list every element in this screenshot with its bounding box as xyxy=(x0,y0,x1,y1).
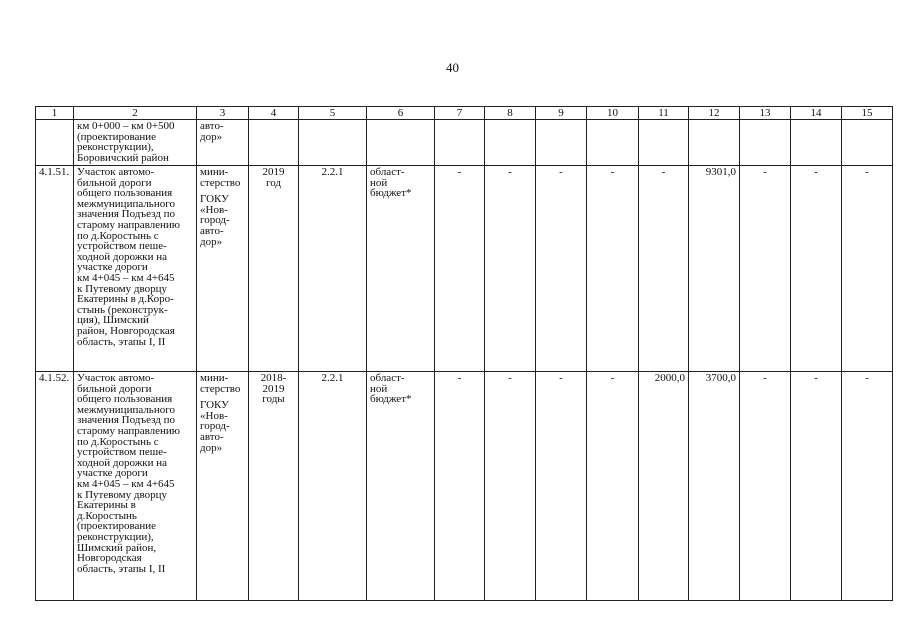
value-cell-11: 2000,0 xyxy=(639,372,689,601)
description-line: к Путевому дворцу xyxy=(77,282,167,295)
executor-line: стерство xyxy=(200,176,241,189)
description-line: общего пользования xyxy=(77,393,173,406)
table-body xyxy=(36,107,893,601)
executor-line: авто- xyxy=(200,430,224,443)
description-line: бильной дороги xyxy=(77,382,152,395)
description-line: ходной дорожки на xyxy=(77,250,168,263)
description-line: Новгородская xyxy=(77,552,142,565)
value-cell-12 xyxy=(689,120,740,166)
column-header-4: 4 xyxy=(249,107,299,120)
value-cell-14: - xyxy=(791,166,842,372)
funding-source-line: ной xyxy=(370,382,388,395)
value-cell-7 xyxy=(435,120,485,166)
description-line: старому направлению xyxy=(77,218,181,231)
description-line: участке дороги xyxy=(77,467,148,480)
value-cell-8: - xyxy=(485,166,536,372)
funding-source-line: ной xyxy=(370,176,388,189)
funding-source-line: област- xyxy=(370,166,405,178)
years-line: 2018- xyxy=(260,372,287,384)
description-line: ция), Шимский xyxy=(77,314,149,327)
executor-line: авто- xyxy=(200,120,224,132)
value-cell-11 xyxy=(639,120,689,166)
description-line: участке дороги xyxy=(77,261,148,274)
column-header-10: 10 xyxy=(587,107,639,120)
column-header-2: 2 xyxy=(74,107,197,120)
header-row xyxy=(36,107,893,120)
column-header-5: 5 xyxy=(299,107,367,120)
value-cell-8: - xyxy=(485,372,536,601)
value-cell-7: - xyxy=(435,166,485,372)
value-cell-13 xyxy=(740,120,791,166)
description-line: область, этапы I, II xyxy=(77,562,166,575)
years-line: 2019 xyxy=(262,166,285,178)
column-header-9: 9 xyxy=(536,107,587,120)
description-line: Участок автомо- xyxy=(77,166,155,178)
description-line: ходной дорожки на xyxy=(77,456,168,469)
description-line: значения Подъезд по xyxy=(77,414,175,427)
description-cell xyxy=(74,166,197,372)
executor-line: дор» xyxy=(200,235,223,248)
years-cell xyxy=(249,120,299,166)
executor-line: «Нов- xyxy=(200,409,228,422)
executor-line: ГОКУ xyxy=(200,193,229,206)
description-line: общего пользования xyxy=(77,187,173,200)
column-header-1: 1 xyxy=(36,107,74,120)
description-line: значения Подъезд по xyxy=(77,208,175,221)
description-line: устройством пеше- xyxy=(77,240,167,253)
description-line: по д.Коростынь с xyxy=(77,435,159,448)
table-row xyxy=(36,166,893,372)
description-line: реконструкции), xyxy=(77,530,154,543)
value-cell-7: - xyxy=(435,372,485,601)
data-table xyxy=(35,106,893,601)
table-row xyxy=(36,372,893,601)
value-cell-13: - xyxy=(740,372,791,601)
value-cell-13: - xyxy=(740,166,791,372)
executor-line: ГОКУ xyxy=(200,399,229,412)
description-cell xyxy=(74,120,197,166)
description-line: реконструкции), xyxy=(77,141,154,154)
value-cell-15: - xyxy=(842,372,893,601)
code-cell: 2.2.1 xyxy=(299,372,367,601)
table-row xyxy=(36,120,893,166)
executor-line: дор» xyxy=(200,441,223,454)
column-header-14: 14 xyxy=(791,107,842,120)
value-cell-12: 9301,0 xyxy=(689,166,740,372)
description-line: км 4+045 – км 4+645 xyxy=(77,271,175,284)
column-header-3: 3 xyxy=(197,107,249,120)
value-cell-15 xyxy=(842,120,893,166)
years-line: 2019 xyxy=(262,382,285,395)
description-line: (проектирование xyxy=(77,130,157,143)
years-line: годы xyxy=(262,393,285,406)
value-cell-10: - xyxy=(587,166,639,372)
years-cell xyxy=(249,166,299,372)
description-line: бильной дороги xyxy=(77,176,152,189)
executor-cell xyxy=(197,372,249,601)
value-cell-15: - xyxy=(842,166,893,372)
description-line: (проектирование xyxy=(77,520,157,533)
description-line: межмуниципального xyxy=(77,403,175,416)
description-line: Екатерины в xyxy=(77,499,136,512)
years-cell xyxy=(249,372,299,601)
funding-source-line: бюджет* xyxy=(370,393,412,406)
funding-source-line: бюджет* xyxy=(370,187,412,200)
row-number-cell: 4.1.52. xyxy=(36,372,74,601)
column-header-6: 6 xyxy=(367,107,435,120)
description-line: устройством пеше- xyxy=(77,446,167,459)
value-cell-9 xyxy=(536,120,587,166)
years-line: год xyxy=(265,176,282,189)
description-cell xyxy=(74,372,197,601)
description-line: по д.Коростынь с xyxy=(77,229,159,242)
executor-line: город- xyxy=(200,420,230,433)
description-line: Боровичский район xyxy=(77,151,169,164)
value-cell-8 xyxy=(485,120,536,166)
funding-source-cell xyxy=(367,120,435,166)
description-line: к Путевому дворцу xyxy=(77,488,167,501)
value-cell-14 xyxy=(791,120,842,166)
executor-line: авто- xyxy=(200,224,224,237)
value-cell-12: 3700,0 xyxy=(689,372,740,601)
description-line: км 0+000 – км 0+500 xyxy=(77,120,175,132)
description-line: район, Новгородская xyxy=(77,324,175,337)
executor-line: дор» xyxy=(200,130,223,143)
code-cell: 2.2.1 xyxy=(299,166,367,372)
row-number-cell xyxy=(36,120,74,166)
executor-line: город- xyxy=(200,214,230,227)
value-cell-11: - xyxy=(639,166,689,372)
description-line: межмуниципального xyxy=(77,197,175,210)
executor-line: мини- xyxy=(200,372,229,384)
funding-source-line: област- xyxy=(370,372,405,384)
value-cell-9: - xyxy=(536,166,587,372)
description-line: Екатерины в д.Коро- xyxy=(77,293,174,306)
executor-line: «Нов- xyxy=(200,203,228,216)
page-number: 40 xyxy=(446,60,459,75)
description-line: область, этапы I, II xyxy=(77,335,166,348)
column-header-12: 12 xyxy=(689,107,740,120)
column-header-13: 13 xyxy=(740,107,791,120)
description-line: стынь (реконструк- xyxy=(77,303,168,316)
description-line: Шимский район, xyxy=(77,541,157,554)
description-line: д.Коростынь xyxy=(77,509,137,522)
column-header-8: 8 xyxy=(485,107,536,120)
description-line: старому направлению xyxy=(77,424,181,437)
description-line: км 4+045 – км 4+645 xyxy=(77,477,175,490)
funding-source-cell xyxy=(367,372,435,601)
column-header-15: 15 xyxy=(842,107,893,120)
value-cell-10 xyxy=(587,120,639,166)
funding-source-cell xyxy=(367,166,435,372)
column-header-11: 11 xyxy=(639,107,689,120)
value-cell-10: - xyxy=(587,372,639,601)
column-header-7: 7 xyxy=(435,107,485,120)
code-cell xyxy=(299,120,367,166)
executor-line: мини- xyxy=(200,166,229,178)
executor-cell xyxy=(197,120,249,166)
value-cell-9: - xyxy=(536,372,587,601)
row-number-cell: 4.1.51. xyxy=(36,166,74,372)
value-cell-14: - xyxy=(791,372,842,601)
description-line: Участок автомо- xyxy=(77,372,155,384)
executor-cell xyxy=(197,166,249,372)
executor-line: стерство xyxy=(200,382,241,395)
